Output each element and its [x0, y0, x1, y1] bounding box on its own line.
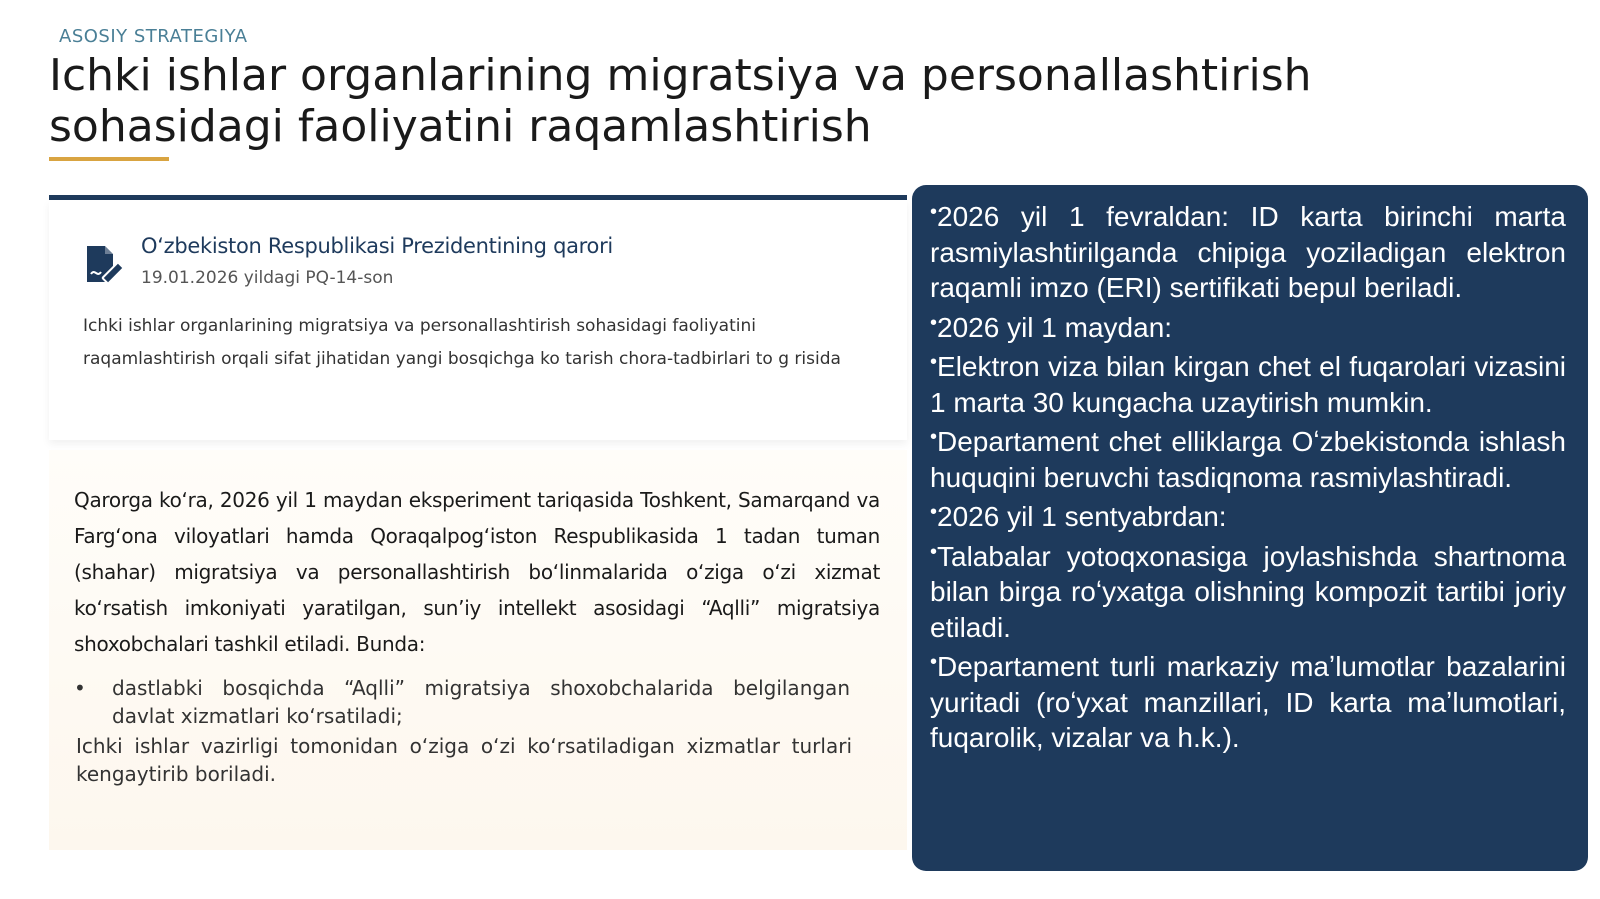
decree-card [49, 200, 907, 440]
title-underline [49, 157, 169, 161]
decree-date: 19.01.2026 yildagi PQ-14-son [141, 268, 394, 288]
page-title: Ichki ishlar organlarining migratsiya va personallashtirish sohasidagi faoliyatini raqamlashtirish [49, 50, 1312, 152]
eyebrow-label: ASOSIY STRATEGIYA [59, 26, 248, 47]
key-point-item: • Departament chet elliklarga Oʻzbekistonda ishlash huquqini beruvchi tasdiqnoma rasmiylashtiradi. [930, 420, 1566, 495]
info-paragraph: Qarorga koʻra, 2026 yil 1 maydan eksperiment tariqasida Toshkent, Samarqand va Fargʻona viloyatlari hamda Qoraqalpogʻiston Respublikasida 1 tadan tuman (shahar) migratsiya va personallashtirish boʻlinmalarida oʻziga oʻzi xizmat koʻrsatish imkoniyati yaratilgan, sun’iy intellekt asosidagi “Aqlli” migratsiya shoxobchalari tashkil etiladi. Bunda: [74, 488, 880, 656]
info-box [49, 450, 907, 850]
key-point-item: • 2026 yil 1 sentyabrdan: [930, 495, 1566, 535]
document-signature-icon [83, 242, 127, 286]
decree-description: Ichki ishlar organlarining migratsiya va personallashtirish sohasidagi faoliyatini raqamlashtirish orqali sifat jihatidan yangi bosqichga ko tarish chora-tadbirlari to g risida [83, 316, 841, 369]
info-note: Ichki ishlar vazirligi tomonidan oʻziga oʻzi koʻrsatiladigan xizmatlar turlari kengaytirib boriladi. [76, 734, 852, 786]
key-point-item: • 2026 yil 1 fevraldan: ID karta birinchi marta rasmiylashtirilganda chipiga yoziladigan elektron raqamli imzo (ERI) sertifikati bepul beriladi. [930, 195, 1566, 306]
info-bullet-text: dastlabki bosqichda “Aqlli” migratsiya shoxobchalarida belgilangan davlat xizmatlari koʻrsatiladi; [112, 676, 850, 728]
key-points-list [930, 195, 1566, 756]
decree-title: Oʻzbekiston Respublikasi Prezidentining qarori [141, 234, 613, 258]
key-point-item: • Talabalar yotoqxonasiga joylashishda shartnoma bilan birga roʻyxatga olishning kompozit tartibi joriy etiladi. [930, 535, 1566, 646]
bullet-marker: • [74, 676, 86, 700]
key-point-item: • 2026 yil 1 maydan: [930, 306, 1566, 346]
key-points-panel [912, 185, 1588, 871]
key-point-item: • Elektron viza bilan kirgan chet el fuqarolari vizasini 1 marta 30 kungacha uzaytirish mumkin. [930, 345, 1566, 420]
key-point-item: • Departament turli markaziy maʼlumotlar bazalarini yuritadi (roʻyxat manzillari, ID karta maʼlumotlari, fuqarolik, vizalar va h.k.). [930, 645, 1566, 756]
